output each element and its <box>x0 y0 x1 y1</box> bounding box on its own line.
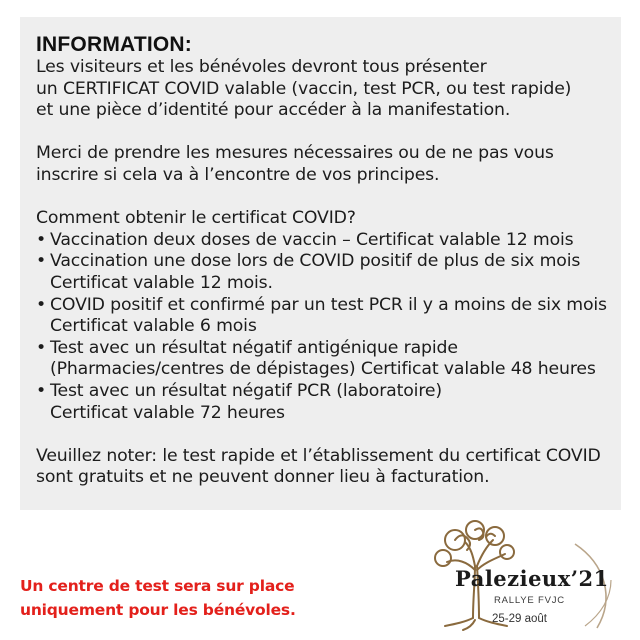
list-item-line: Test avec un résultat négatif PCR (laboratoire) <box>50 380 442 401</box>
list-item-line: Certificat valable 12 mois. <box>50 272 273 293</box>
list-item <box>36 381 621 424</box>
list-item-line: COVID positif et confirmé par un test PCR il y a moins de six mois <box>50 294 607 315</box>
list-item-line: (Pharmacies/centres de dépistages) Certificat valable 48 heures <box>50 359 596 380</box>
paragraph-spacer <box>36 424 621 446</box>
list-item-line: Certificat valable 6 mois <box>50 316 257 337</box>
logo-subtitle: RALLYE FVJC <box>494 595 565 606</box>
intro-line: et une pièce d’identité pour accéder à la manifestation. <box>36 100 511 121</box>
logo-title: Palezieux’21 <box>455 566 609 591</box>
palezieux-rallye-logo <box>425 518 620 633</box>
list-item <box>36 251 621 294</box>
list-item-line: Vaccination une dose lors de COVID positif de plus de six mois <box>50 251 581 272</box>
paragraph-spacer <box>36 122 621 144</box>
paragraph-spacer <box>36 187 621 209</box>
bullet-icon: • <box>36 251 47 272</box>
intro-paragraph <box>36 57 621 122</box>
list-item-line: Vaccination deux doses de vaccin – Certificat valable 12 mois <box>50 229 574 250</box>
intro-line: un CERTIFICAT COVID valable (vaccin, test PCR, ou test rapide) <box>36 78 572 99</box>
note-line: sont gratuits et ne peuvent donner lieu à facturation. <box>36 467 490 488</box>
information-title: INFORMATION: <box>36 33 192 56</box>
request-line: Merci de prendre les mesures nécessaires ou de ne pas vous <box>36 143 554 164</box>
notice-line: Un centre de test sera sur place <box>20 577 295 595</box>
list-item <box>36 295 621 338</box>
request-line: inscrire si cela va à l’encontre de vos principes. <box>36 164 440 185</box>
certificate-question <box>36 208 621 230</box>
bullet-icon: • <box>36 337 47 358</box>
bullet-icon: • <box>36 294 47 315</box>
list-item <box>36 230 621 252</box>
list-item-line: Test avec un résultat négatif antigénique rapide <box>50 337 458 358</box>
test-center-notice <box>20 575 296 622</box>
bullet-icon: • <box>36 229 47 250</box>
request-paragraph <box>36 143 621 186</box>
notice-line: uniquement pour les bénévoles. <box>20 600 296 619</box>
certificate-options-list <box>36 230 621 424</box>
list-item <box>36 338 621 381</box>
note-line: Veuillez noter: le test rapide et l’établissement du certificat COVID <box>36 445 601 466</box>
intro-line: Les visiteurs et les bénévoles devront tous présenter <box>36 57 487 77</box>
billing-note-paragraph <box>36 446 621 489</box>
list-item-line: Certificat valable 72 heures <box>50 402 285 423</box>
logo-dates: 25-29 août <box>492 613 547 625</box>
bullet-icon: • <box>36 380 47 401</box>
question-line: Comment obtenir le certificat COVID? <box>36 208 356 229</box>
information-panel <box>20 17 621 510</box>
